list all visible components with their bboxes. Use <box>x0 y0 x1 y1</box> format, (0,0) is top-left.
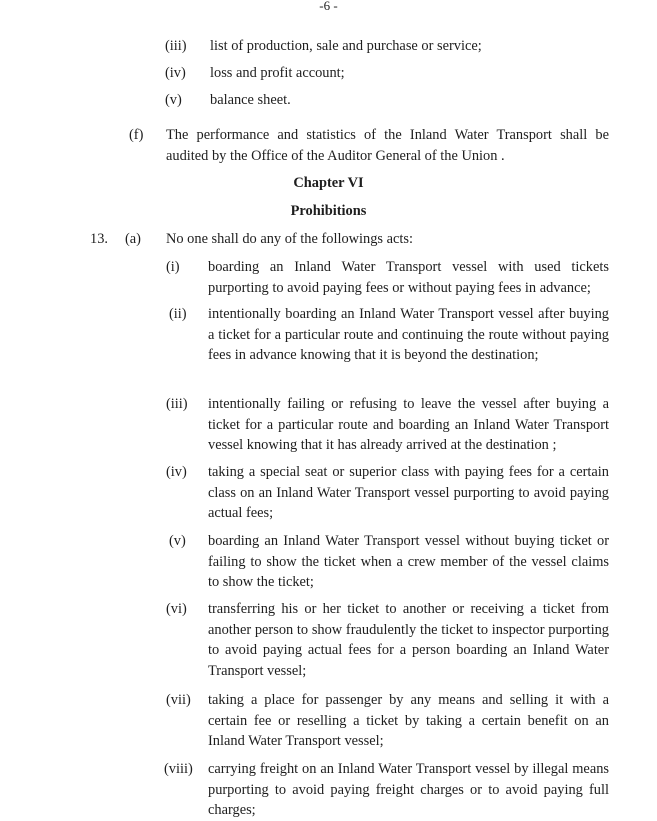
item-text: intentionally failing or refusing to leave the vessel after buying a ticket for a particular route and boarding an Inland Water Transport vessel knowing that it has already arrived at the destination ; <box>208 396 609 453</box>
item-text: taking a place for passenger by any means and selling it with a certain fee or reselling a ticket by taking a certain benefit on an Inland Water Transport vessel; <box>208 692 609 749</box>
clause-number: (a) <box>125 231 141 247</box>
list-number: (iv) <box>165 65 186 81</box>
item-number: (i) <box>166 259 180 275</box>
item-number: (iv) <box>166 464 187 480</box>
list-item-text: balance sheet. <box>210 92 291 108</box>
page-number: -6 - <box>319 0 338 13</box>
chapter-title: Chapter VI <box>293 175 364 191</box>
clause-text: The performance and statistics of the Inland Water Transport shall be audited by the Office of the Auditor General of the Union . <box>166 127 609 164</box>
item-text: boarding an Inland Water Transport vessel without buying ticket or failing to show the ticket when a crew member of the vessel claims to show the ticket; <box>208 533 609 590</box>
item-number: (vii) <box>166 692 191 708</box>
clause-number: (f) <box>129 127 144 143</box>
item-text: taking a special seat or superior class with paying fees for a certain class on an Inland Water Transport vessel purporting to avoid paying actual fees; <box>208 464 609 521</box>
list-number: (iii) <box>165 38 187 54</box>
item-number: (vi) <box>166 601 187 617</box>
item-text: boarding an Inland Water Transport vessel with used tickets purporting to avoid paying fees or without paying fees in advance; <box>208 259 609 296</box>
item-text: transferring his or her ticket to another or receiving a ticket from another person to show fraudulently the ticket to inspector purporting to avoid paying actual fees for a person boarding an Inland Water Transport vessel; <box>208 601 609 679</box>
chapter-subtitle: Prohibitions <box>290 203 367 219</box>
list-item-text: list of production, sale and purchase or service; <box>210 38 482 54</box>
section-number: 13. <box>90 231 108 247</box>
item-number: (v) <box>169 533 186 549</box>
section-intro: No one shall do any of the followings acts: <box>166 231 413 247</box>
item-number: (iii) <box>166 396 188 412</box>
list-item-text: loss and profit account; <box>210 65 345 81</box>
item-number: (ii) <box>169 306 187 322</box>
item-text: carrying freight on an Inland Water Transport vessel by illegal means purporting to avoid paying freight charges or to avoid paying full charges; <box>208 761 609 818</box>
item-text: intentionally boarding an Inland Water Transport vessel after buying a ticket for a particular route and continuing the route without paying fees in advance knowing that it is beyond the destination; <box>208 306 609 363</box>
item-number: (viii) <box>164 761 193 777</box>
list-number: (v) <box>165 92 182 108</box>
